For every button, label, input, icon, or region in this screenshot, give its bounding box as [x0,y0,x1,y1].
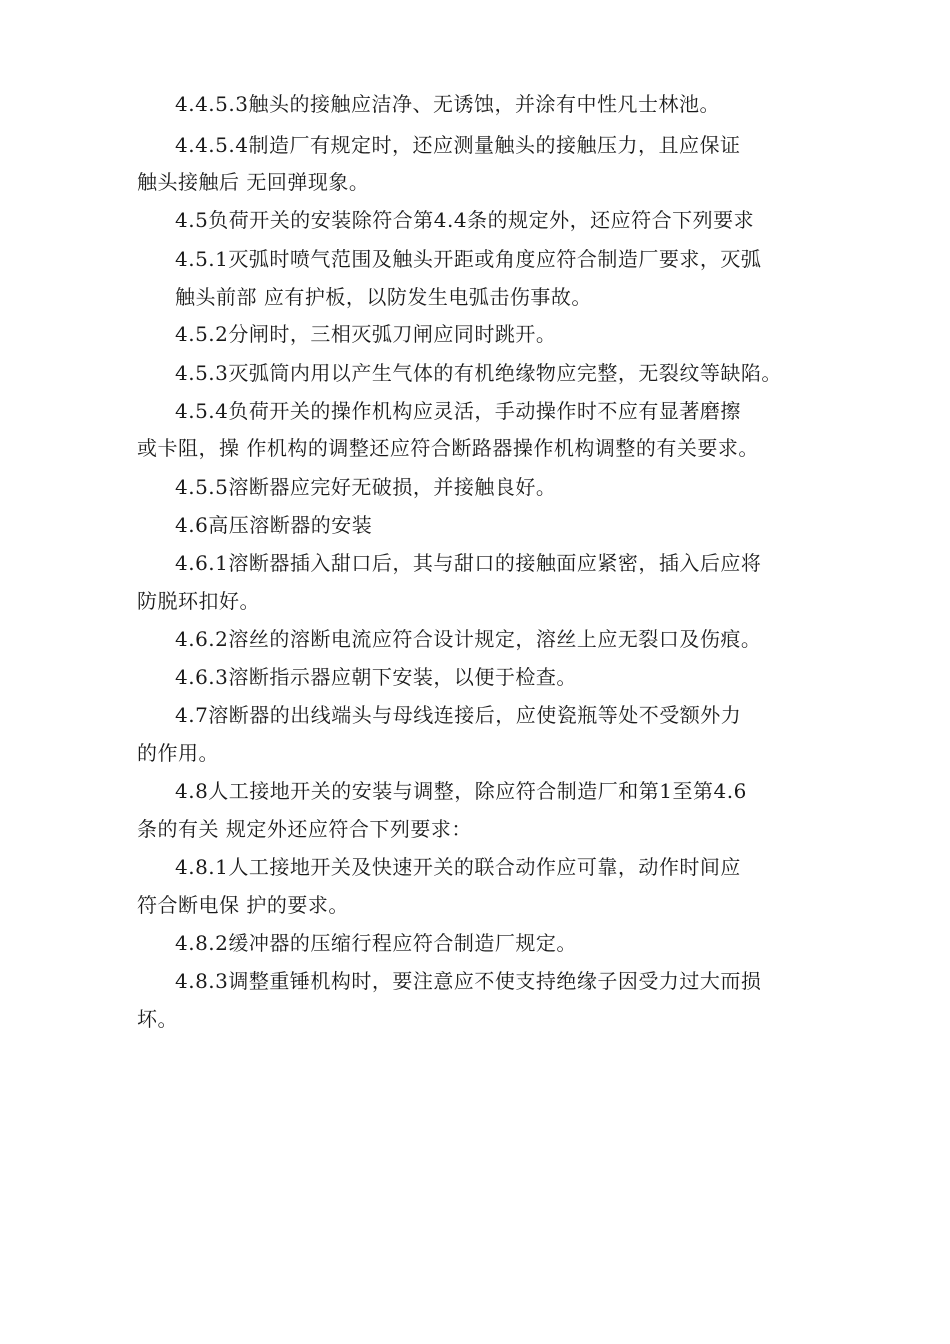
clause-4-6: 4.6高压溶断器的安装 [175,513,373,537]
clause-4-5-3: 4.5.3灭弧筒内用以产生气体的有机绝缘物应完整，无裂纹等缺陷。 [175,361,782,385]
clause-4-5-5: 4.5.5溶断器应完好无破损，并接触良好。 [175,475,557,499]
clause-4-4-5-3: 4.4.5.3触头的接触应洁净、无诱蚀，并涂有中性凡士林池。 [175,92,720,116]
clause-4-8-1: 4.8.1人工接地开关及快速开关的联合动作应可靠，动作时间应 [175,855,741,879]
clause-4-5-1-cont: 触头前部 应有护板，以防发生电弧击伤事故。 [175,285,592,309]
clause-4-5-4: 4.5.4负荷开关的操作机构应灵活，手动操作时不应有显著磨擦 [175,399,741,423]
clause-4-8-3-cont: 坏。 [137,1007,178,1031]
clause-4-4-5-4-cont: 触头接触后 无回弹现象。 [137,170,370,194]
clause-4-8-1-cont: 符合断电保 护的要求。 [137,893,349,917]
clause-4-5-4-cont: 或卡阻，操 作机构的调整还应符合断路器操作机构调整的有关要求。 [137,436,759,460]
clause-4-7: 4.7溶断器的出线端头与母线连接后，应使瓷瓶等处不受额外力 [175,703,742,727]
clause-4-8-2: 4.8.2缓冲器的压缩行程应符合制造厂规定。 [175,931,577,955]
clause-4-5: 4.5负荷开关的安装除符合第4.4条的规定外，还应符合下列要求 [175,208,755,232]
clause-4-6-1: 4.6.1溶断器插入甜口后，其与甜口的接触面应紧密，插入后应将 [175,551,762,575]
clause-4-7-cont: 的作用。 [137,741,219,765]
clause-4-6-1-cont: 防脱环扣好。 [137,589,260,613]
clause-4-6-3: 4.6.3溶断指示器应朝下安装，以便于检查。 [175,665,577,689]
clause-4-5-1: 4.5.1灭弧时喷气范围及触头开距或角度应符合制造厂要求，灭弧 [175,247,762,271]
clause-4-8: 4.8人工接地开关的安装与调整，除应符合制造厂和第1至第4.6 [175,779,747,803]
clause-4-8-3: 4.8.3调整重锤机构时，要注意应不使支持绝缘子因受力过大而损 [175,969,762,993]
clause-4-4-5-4: 4.4.5.4制造厂有规定时，还应测量触头的接触压力，且应保证 [175,133,741,157]
clause-4-6-2: 4.6.2溶丝的溶断电流应符合设计规定，溶丝上应无裂口及伤痕。 [175,627,762,651]
clause-4-8-cont: 条的有关 规定外还应符合下列要求： [137,817,472,841]
clause-4-5-2: 4.5.2分闸时，三相灭弧刀闸应同时跳开。 [175,322,557,346]
